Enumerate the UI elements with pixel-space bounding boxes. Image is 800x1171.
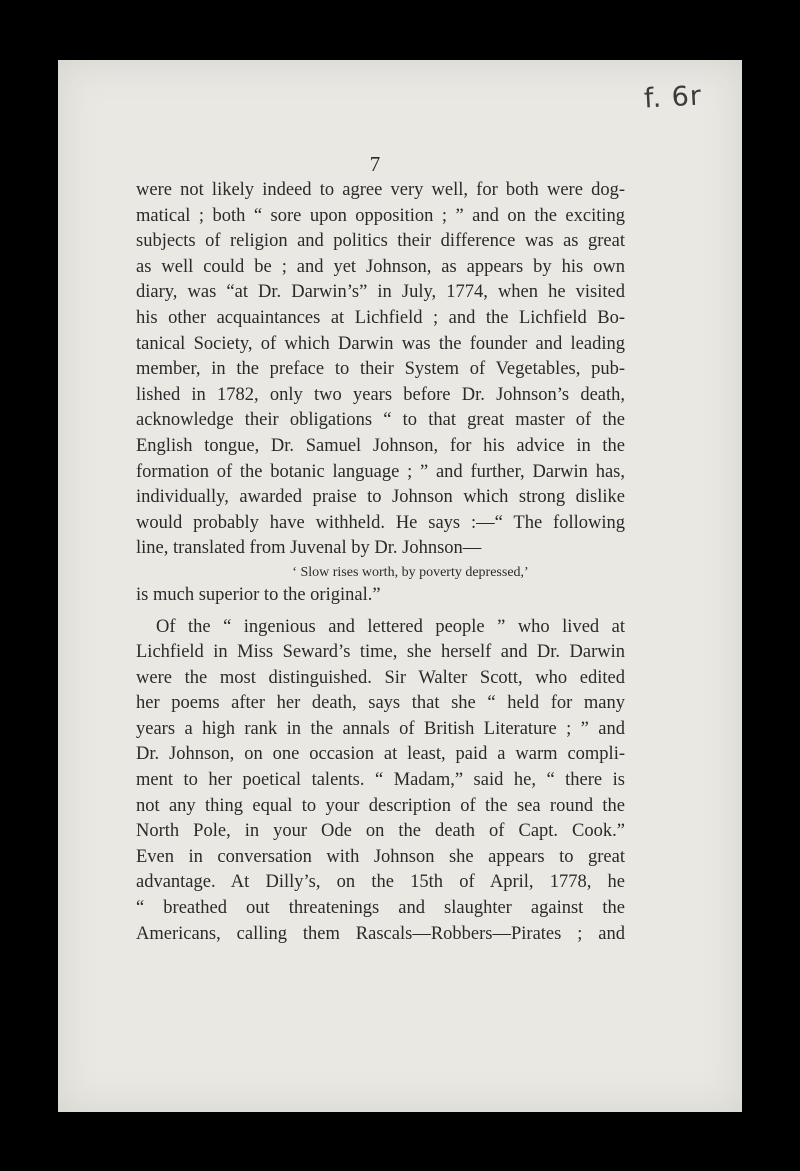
text-line: were not likely indeed to agree very well, for both were dog-: [136, 180, 625, 200]
text-line: Even in conversation with Johnson she appears to great: [136, 846, 625, 867]
text-line: would probably have withheld. He says :—“ The following: [136, 512, 625, 533]
text-line: individually, awarded praise to Johnson which strong dislike: [136, 487, 625, 508]
text-line: Americans, calling them Rascals—Robbers—Pirates ; and: [136, 923, 625, 944]
text-line: matical ; both “ sore upon opposition ; ” and on the exciting: [136, 205, 625, 226]
text-line: Of the “ ingenious and lettered people ” who lived at: [156, 616, 625, 637]
text-line: English tongue, Dr. Samuel Johnson, for his advice in the: [136, 435, 625, 456]
text-line: formation of the botanic language ; ” and further, Darwin has,: [136, 461, 625, 482]
text-line: his other acquaintances at Lichfield ; and the Lichfield Bo-: [136, 307, 625, 328]
text-line: lished in 1782, only two years before Dr. Johnson’s death,: [136, 384, 625, 405]
page-number: 7: [369, 152, 381, 176]
body-text: [136, 178, 625, 947]
text-line: acknowledge their obligations “ to that great master of the: [136, 410, 625, 431]
text-line: years a high rank in the annals of British Literature ; ” and: [136, 718, 625, 739]
text-line: Lichfield in Miss Seward’s time, she herself and Dr. Darwin: [136, 642, 625, 663]
text-line: not any thing equal to your description of the sea round the: [136, 795, 625, 816]
book-page: [58, 60, 742, 1112]
text-line: “ breathed out threatenings and slaughter against the: [136, 898, 625, 919]
text-line: advantage. At Dilly’s, on the 15th of April, 1778, he: [136, 872, 625, 893]
text-line: ment to her poetical talents. “ Madam,” said he, “ there is: [136, 770, 625, 791]
juvenal-quotation: ‘ Slow rises worth, by poverty depressed,’: [292, 564, 529, 580]
text-line: diary, was “at Dr. Darwin’s” in July, 1774, when he visited: [136, 282, 625, 303]
text-line: subjects of religion and politics their difference was as great: [136, 231, 625, 252]
text-line: Dr. Johnson, on one occasion at least, paid a warm compli-: [136, 744, 625, 765]
text-line: were the most distinguished. Sir Walter Scott, who edited: [136, 667, 625, 688]
text-line: North Pole, in your Ode on the death of Capt. Cook.”: [136, 821, 625, 842]
text-line: member, in the preface to their System of Vegetables, pub-: [136, 359, 625, 380]
paragraph-1: [136, 178, 625, 609]
text-line: tanical Society, of which Darwin was the founder and leading: [136, 333, 625, 354]
folio-mark: f. 6r: [643, 80, 703, 115]
text-line: is much superior to the original.”: [136, 584, 381, 605]
paragraph-2: [136, 615, 625, 948]
text-line: line, translated from Juvenal by Dr. Johnson—: [136, 538, 482, 559]
text-line: her poems after her death, says that she “ held for many: [136, 693, 625, 714]
text-line: as well could be ; and yet Johnson, as appears by his own: [136, 256, 625, 277]
